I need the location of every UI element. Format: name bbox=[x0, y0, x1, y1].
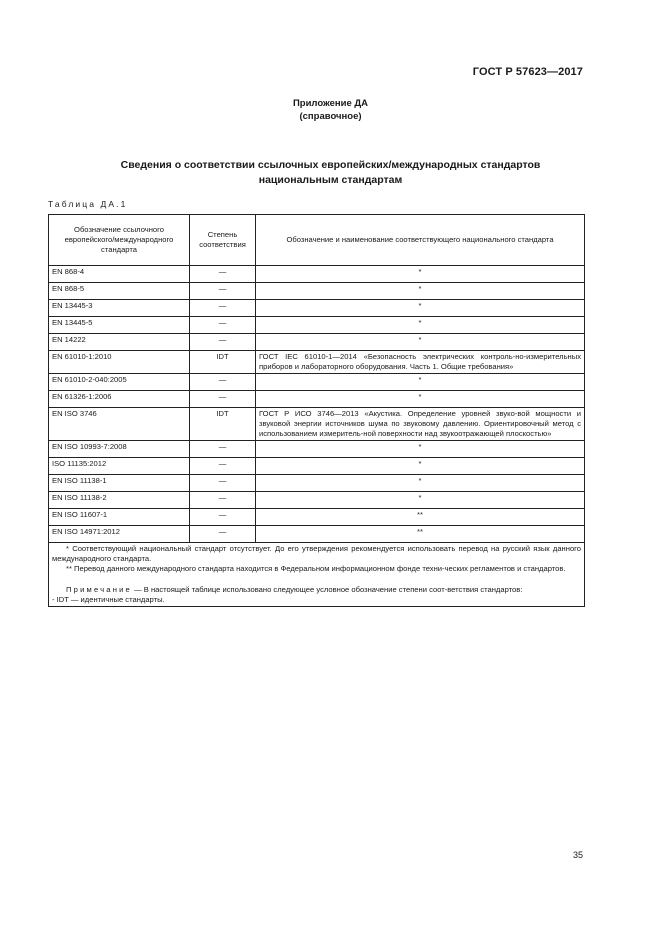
cell-degree: — bbox=[190, 266, 256, 283]
cell-national-standard: ** bbox=[256, 526, 585, 543]
cell-national-standard: * bbox=[256, 283, 585, 300]
cell-reference-standard: EN ISO 11138-1 bbox=[49, 475, 190, 492]
cell-national-standard: * bbox=[256, 391, 585, 408]
section-title-line-2: национальным стандартам bbox=[258, 173, 403, 186]
annex-subtitle: (справочное) bbox=[299, 111, 362, 122]
cell-degree: IDT bbox=[190, 408, 256, 441]
cell-national-standard: * bbox=[256, 374, 585, 391]
cell-degree: — bbox=[190, 441, 256, 458]
cell-national-standard: * bbox=[256, 492, 585, 509]
cell-national-standard: * bbox=[256, 317, 585, 334]
cell-national-standard: ГОСТ Р ИСО 3746—2013 «Акустика. Определение уровней звуко-вой мощности и звуковой энергии источников шума по звуковому давлению. Ориентировочный метод с использованием измеритель-ной поверхности над звукоотражающей плоскостью» bbox=[256, 408, 585, 441]
table-row bbox=[49, 391, 585, 408]
cell-reference-standard: EN 61326-1:2006 bbox=[49, 391, 190, 408]
cell-reference-standard: EN ISO 11607-1 bbox=[49, 509, 190, 526]
table-row bbox=[49, 475, 585, 492]
cell-national-standard: * bbox=[256, 266, 585, 283]
cell-reference-standard: EN ISO 10993-7:2008 bbox=[49, 441, 190, 458]
table-header-row bbox=[49, 215, 585, 266]
cell-reference-standard: EN 61010-2-040:2005 bbox=[49, 374, 190, 391]
table-row bbox=[49, 509, 585, 526]
cell-reference-standard: EN 61010-1:2010 bbox=[49, 351, 190, 374]
section-title bbox=[0, 158, 661, 187]
cell-national-standard: * bbox=[256, 300, 585, 317]
cell-degree: — bbox=[190, 317, 256, 334]
cell-national-standard: ** bbox=[256, 509, 585, 526]
header-national-standard: Обозначение и наименование соответствующего национального стандарта bbox=[256, 215, 585, 266]
cell-degree: — bbox=[190, 475, 256, 492]
table-row bbox=[49, 334, 585, 351]
cell-degree: — bbox=[190, 492, 256, 509]
standard-code: ГОСТ Р 57623—2017 bbox=[472, 66, 583, 78]
cell-degree: — bbox=[190, 526, 256, 543]
header-reference-standard: Обозначение ссылочного европейского/международного стандарта bbox=[49, 215, 190, 266]
cell-degree: — bbox=[190, 509, 256, 526]
footnote-single-star: * Соответствующий национальный стандарт отсутствует. До его утверждения рекомендуется использовать перевод на русский язык данного международного стандарта. bbox=[52, 544, 581, 563]
section-title-line-1: Сведения о соответствии ссылочных европейских/международных стандартов bbox=[120, 159, 541, 171]
table-row bbox=[49, 317, 585, 334]
table-row bbox=[49, 408, 585, 441]
cell-reference-standard: EN ISO 3746 bbox=[49, 408, 190, 441]
cell-reference-standard: EN ISO 14971:2012 bbox=[49, 526, 190, 543]
table-row bbox=[49, 266, 585, 283]
cell-reference-standard: EN 13445-3 bbox=[49, 300, 190, 317]
cell-degree: — bbox=[190, 283, 256, 300]
annex-title: Приложение ДА bbox=[292, 98, 369, 109]
cell-national-standard: * bbox=[256, 475, 585, 492]
cell-national-standard: ГОСТ IEC 61010-1—2014 «Безопасность электрических контроль-но-измерительных приборов и лабораторного оборудования. Часть 1. Общие требования» bbox=[256, 351, 585, 374]
cell-reference-standard: EN 14222 bbox=[49, 334, 190, 351]
table-row bbox=[49, 526, 585, 543]
note-label: Примечание bbox=[66, 585, 132, 594]
correspondence-table bbox=[48, 214, 585, 607]
cell-national-standard: * bbox=[256, 334, 585, 351]
footnote-double-star: ** Перевод данного международного стандарта находится в Федеральном информационном фонде техни-ческих регламентов и стандартов. bbox=[66, 564, 566, 573]
notes-row bbox=[49, 543, 585, 607]
header-degree: Степень соответствия bbox=[190, 215, 256, 266]
table-label: Таблица ДА.1 bbox=[48, 199, 128, 209]
cell-degree: — bbox=[190, 334, 256, 351]
cell-reference-standard: ISO 11135:2012 bbox=[49, 458, 190, 475]
annex-heading bbox=[0, 97, 661, 123]
table-notes bbox=[49, 543, 585, 607]
table-row bbox=[49, 492, 585, 509]
cell-reference-standard: EN 868-5 bbox=[49, 283, 190, 300]
table-row bbox=[49, 441, 585, 458]
page-number: 35 bbox=[572, 850, 583, 860]
cell-national-standard: * bbox=[256, 458, 585, 475]
cell-degree: — bbox=[190, 300, 256, 317]
cell-reference-standard: EN 868-4 bbox=[49, 266, 190, 283]
table-row bbox=[49, 374, 585, 391]
note-text: — В настоящей таблице использовано следующее условное обозначение степени соот-ветствия стандартов: bbox=[131, 585, 523, 594]
table-row bbox=[49, 283, 585, 300]
table-row bbox=[49, 300, 585, 317]
cell-degree: — bbox=[190, 458, 256, 475]
note-paragraph bbox=[52, 585, 581, 595]
cell-degree: — bbox=[190, 374, 256, 391]
cell-degree: IDT bbox=[190, 351, 256, 374]
cell-national-standard: * bbox=[256, 441, 585, 458]
cell-degree: — bbox=[190, 391, 256, 408]
cell-reference-standard: EN ISO 11138-2 bbox=[49, 492, 190, 509]
note-item: - IDT — идентичные стандарты. bbox=[52, 595, 165, 604]
table-row bbox=[49, 458, 585, 475]
table-row bbox=[49, 351, 585, 374]
cell-reference-standard: EN 13445-5 bbox=[49, 317, 190, 334]
